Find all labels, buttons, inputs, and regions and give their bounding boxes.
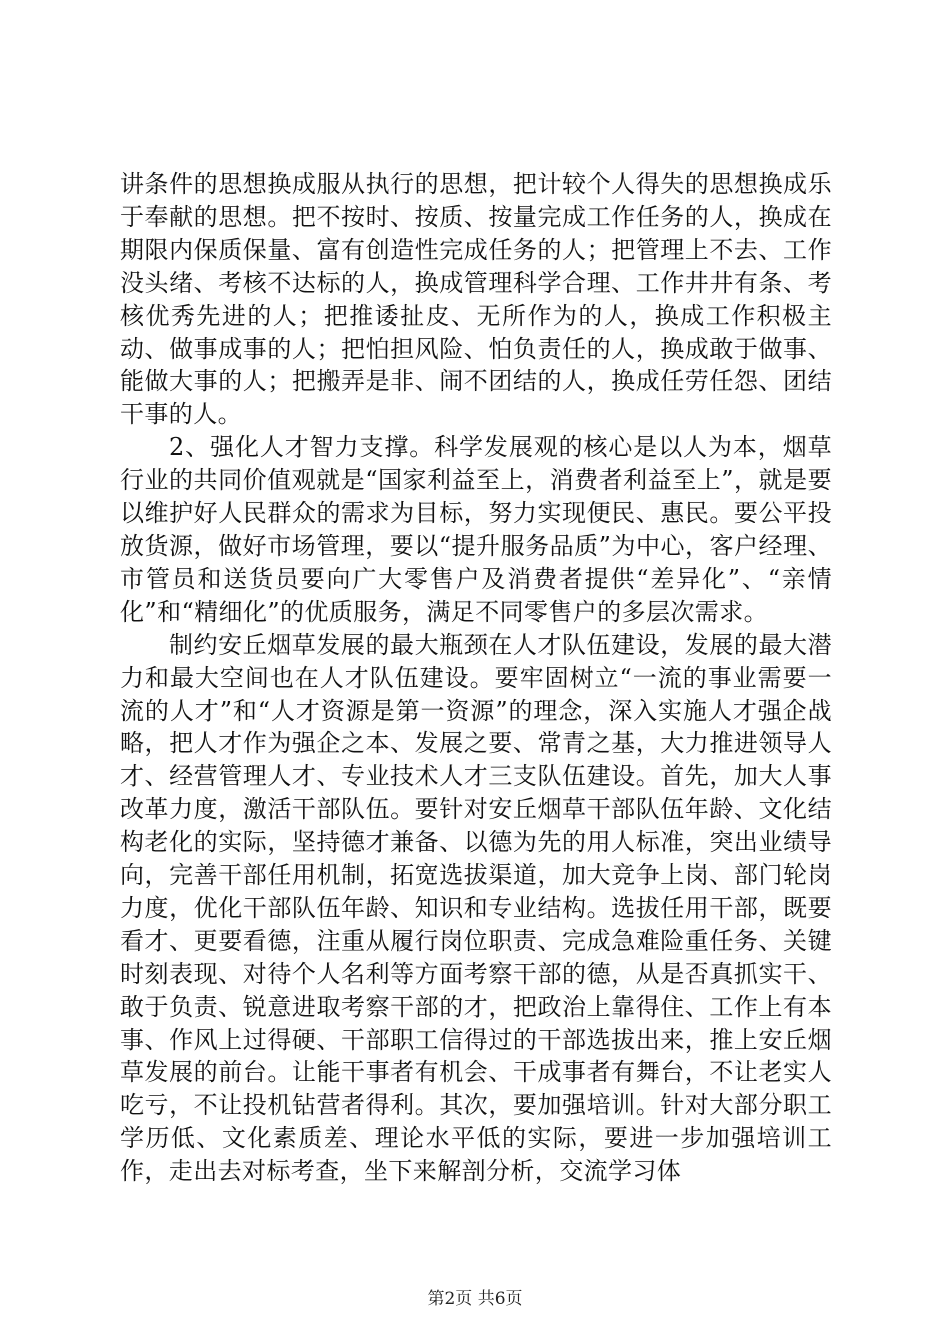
- document-body: [120, 168, 832, 1188]
- paragraph-talent-team: 制约安丘烟草发展的最大瓶颈在人才队伍建设，发展的最大潜力和最大空间也在人才队伍建设。要牢固树立“一流的事业需要一流的人才”和“人才资源是第一资源”的理念，深入实施人才强企战略，把人才作为强企之本、发展之要、常青之基，大力推进领导人才、经营管理人才、专业技术人才三支队伍建设。首先，加大人事改革力度，激活干部队伍。要针对安丘烟草干部队伍年龄、文化结构老化的实际，坚持德才兼备、以德为先的用人标准，突出业绩导向，完善干部任用机制，拓宽选拔渠道，加大竞争上岗、部门轮岗力度，优化干部队伍年龄、知识和专业结构。选拔任用干部，既要看才、更要看德，注重从履行岗位职责、完成急难险重任务、关键时刻表现、对待个人名利等方面考察干部的德，从是否真抓实干、敢于负责、锐意进取考察干部的才，把政治上靠得住、工作上有本事、作风上过得硬、干部职工信得过的干部选拔出来，推上安丘烟草发展的前台。让能干事者有机会、干成事者有舞台，不让老实人吃亏，不让投机钻营者得利。其次，要加强培训。针对大部分职工学历低、文化素质差、理论水平低的实际，要进一步加强培训工作，走出去对标考查，坐下来解剖分析，交流学习体: [120, 630, 832, 1186]
- page-number-footer: 第2页 共6页: [427, 1289, 523, 1309]
- paragraph-continuation: 讲条件的思想换成服从执行的思想，把计较个人得失的思想换成乐于奉献的思想。把不按时、按质、按量完成工作任务的人，换成在期限内保质保量、富有创造性完成任务的人；把管理上不去、工作没头绪、考核不达标的人，换成管理科学合理、工作井井有条、考核优秀先进的人；把推诿扯皮、无所作为的人，换成工作积极主动、做事成事的人；把怕担风险、怕负责任的人，换成敢于做事、能做大事的人；把搬弄是非、闹不团结的人，换成任劳任怨、团结干事的人。: [120, 170, 832, 429]
- paragraph-talent-support: 2、强化人才智力支撑。科学发展观的核心是以人为本，烟草行业的共同价值观就是“国家利益至上，消费者利益至上”，就是要以维护好人民群众的需求为目标，努力实现便民、惠民。要公平投放货源，做好市场管理，要以“提升服务品质”为中心，客户经理、市管员和送货员要向广大零售户及消费者提供“差异化”、“亲情化”和“精细化”的优质服务，满足不同零售户的多层次需求。: [120, 433, 832, 626]
